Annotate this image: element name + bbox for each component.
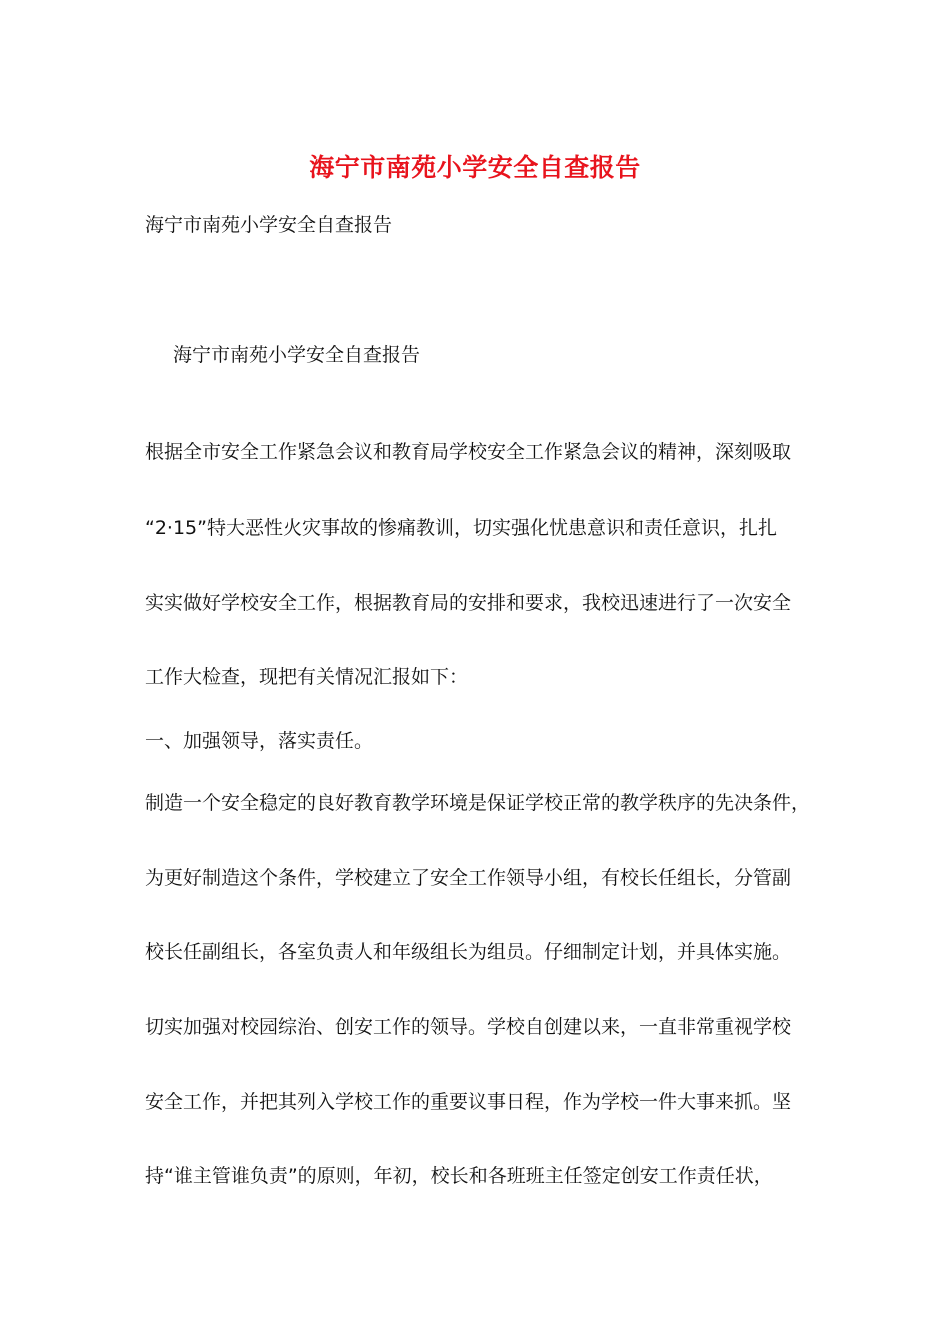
paragraph-line: 工作大检查，现把有关情况汇报如下： — [145, 666, 469, 688]
indented-title-line: 海宁市南苑小学安全自查报告 — [173, 344, 421, 366]
paragraph-line: “2·15”特大恶性火灾事故的惨痛教训，切实强化忧患意识和责任意识，扎扎 — [145, 517, 777, 539]
paragraph-line: 根据全市安全工作紧急会议和教育局学校安全工作紧急会议的精神，深刻吸取 — [145, 441, 792, 463]
paragraph-line: 制造一个安全稳定的良好教育教学环境是保证学校正常的教学秩序的先决条件， — [145, 792, 811, 814]
paragraph-line: 校长任副组长，各室负责人和年级组长为组员。仔细制定计划，并具体实施。 — [145, 941, 792, 963]
section-heading: 一、加强领导，落实责任。 — [145, 730, 374, 752]
paragraph-line: 为更好制造这个条件，学校建立了安全工作领导小组，有校长任组长，分管副 — [145, 867, 792, 889]
paragraph-line: 持“谁主管谁负责”的原则，年初，校长和各班班主任签定创安工作责任状， — [145, 1165, 773, 1187]
paragraph-line: 切实加强对校园综治、创安工作的领导。学校自创建以来，一直非常重视学校 — [145, 1016, 792, 1038]
paragraph-line: 安全工作，并把其列入学校工作的重要议事日程，作为学校一件大事来抓。坚 — [145, 1091, 792, 1113]
paragraph-line: 实实做好学校安全工作，根据教育局的安排和要求，我校迅速进行了一次安全 — [145, 592, 792, 614]
subtitle-line: 海宁市南苑小学安全自查报告 — [145, 214, 393, 236]
document-title: 海宁市南苑小学安全自查报告 — [309, 153, 641, 182]
